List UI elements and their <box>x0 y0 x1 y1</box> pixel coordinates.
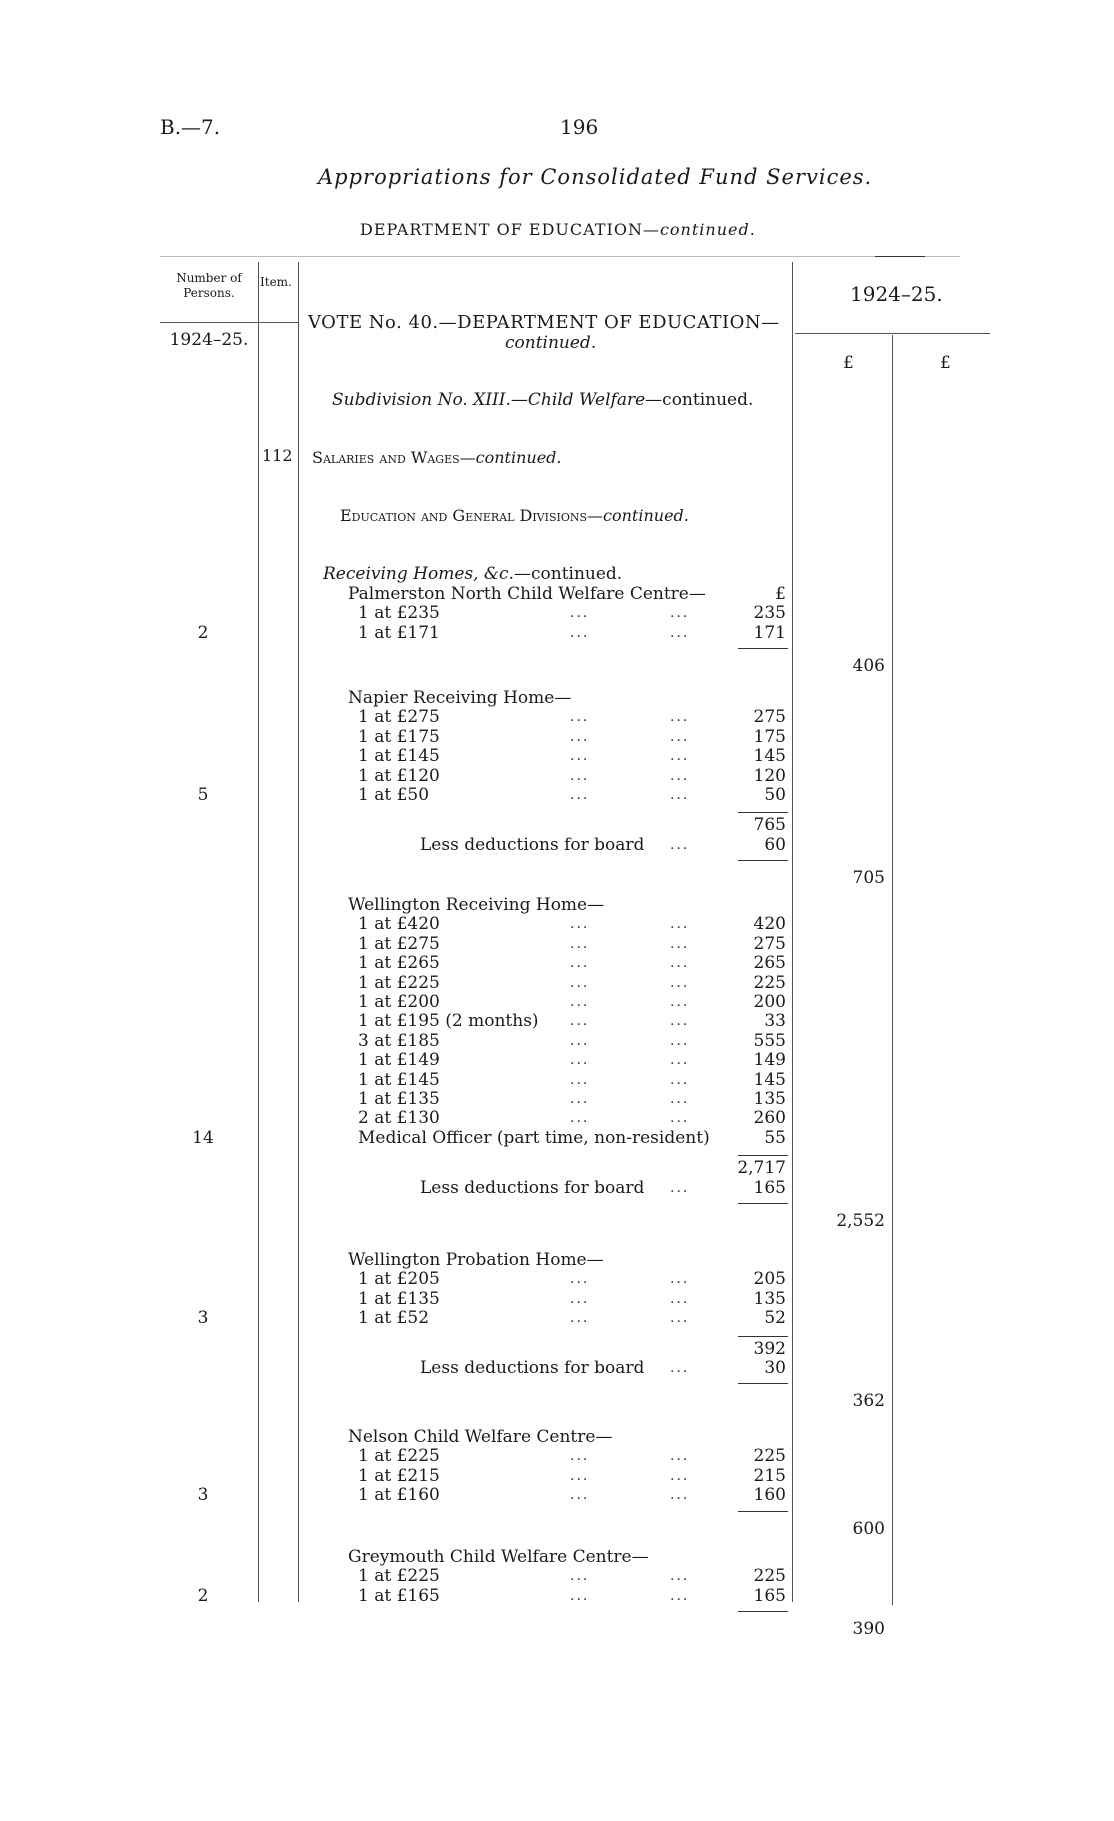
document-reference: B.—7. <box>160 115 221 139</box>
vote-title: VOTE No. 40.—DEPARTMENT OF EDUCATION— <box>308 312 780 333</box>
leader-dots: ... <box>670 728 690 745</box>
section-heading: Greymouth Child Welfare Centre— <box>348 1547 649 1567</box>
year-header-left: 1924–25. <box>169 330 249 350</box>
line-item-label: 1 at £135 <box>358 1288 440 1309</box>
number-of-persons-header: Number of Persons. <box>176 271 242 300</box>
page-number: 196 <box>560 115 599 139</box>
line-item-amount: 275 <box>753 933 786 954</box>
persons-count: 3 <box>197 1485 209 1506</box>
persons-count: 5 <box>197 785 209 805</box>
line-item-amount: 145 <box>753 746 786 767</box>
total-rule <box>738 1511 788 1512</box>
line-item-label: 1 at £135 <box>358 1089 440 1109</box>
line-item-label: 1 at £120 <box>358 765 440 786</box>
line-item-label: 1 at £200 <box>358 992 440 1012</box>
line-item-amount: 175 <box>753 726 786 747</box>
leader-dots: ... <box>570 1032 590 1049</box>
leader-dots: ... <box>570 748 590 765</box>
leader-dots: ... <box>670 994 690 1010</box>
line-item-amount: 555 <box>753 1030 786 1051</box>
leader-dots: ... <box>570 1290 590 1307</box>
leader-dots: ... <box>570 624 590 641</box>
line-item-label: 1 at £225 <box>358 1446 440 1467</box>
leader-dots: ... <box>670 709 690 726</box>
line-item-label: 1 at £225 <box>358 972 440 993</box>
line-item-amount: 149 <box>753 1050 786 1071</box>
line-item-amount: 120 <box>753 765 786 786</box>
year-header-right: 1924–25. <box>850 282 943 306</box>
line-item-label: 1 at £235 <box>358 603 440 624</box>
persons-count: 14 <box>192 1127 214 1148</box>
line-item-amount: 50 <box>764 785 786 805</box>
line-item-amount: 265 <box>753 953 786 974</box>
line-item-label: 1 at £149 <box>358 1050 440 1071</box>
leader-dots: ... <box>670 974 690 991</box>
less-deductions-label: Less deductions for board <box>420 1358 645 1378</box>
leader-dots: ... <box>570 1110 590 1127</box>
leader-dots: ... <box>570 994 590 1010</box>
leader-dots: ... <box>570 605 590 622</box>
leader-dots: ... <box>670 1091 690 1107</box>
less-deductions-amount: 165 <box>753 1177 786 1198</box>
item-number: 112 <box>262 446 293 465</box>
line-item-amount: 205 <box>753 1269 786 1290</box>
leader-dots: ... <box>670 787 690 803</box>
line-item-label: 1 at £275 <box>358 707 440 728</box>
line-item-label: 1 at £145 <box>358 746 440 767</box>
line-item-label: 1 at £50 <box>358 785 430 805</box>
header-rule <box>160 256 960 257</box>
leader-dots: ... <box>670 1110 690 1127</box>
less-deductions-label: Less deductions for board <box>420 1177 645 1198</box>
line-item-label: 1 at £160 <box>358 1485 440 1506</box>
section-heading: Nelson Child Welfare Centre— <box>348 1427 613 1447</box>
leader-dots: ... <box>570 955 590 972</box>
leader-dots: ... <box>570 709 590 726</box>
subtotal-amount: 392 <box>753 1338 786 1359</box>
item-header: Item. <box>260 275 292 289</box>
section-heading: Palmerston North Child Welfare Centre— <box>348 584 706 604</box>
line-item-label: 1 at £195 (2 months) <box>358 1011 539 1032</box>
total-rule <box>738 648 788 649</box>
leader-dots: ... <box>670 1271 690 1288</box>
line-item-label: 2 at £130 <box>358 1108 440 1129</box>
leader-dots: ... <box>670 1310 690 1327</box>
line-item-label: 1 at £52 <box>358 1308 430 1329</box>
line-item-label: 1 at £420 <box>358 914 440 935</box>
line-item-amount: 260 <box>753 1108 786 1129</box>
section-total: 362 <box>852 1391 885 1412</box>
leader-dots: ... <box>570 1271 590 1288</box>
leader-dots: ... <box>670 1013 690 1030</box>
subdivision-heading <box>332 390 753 410</box>
less-deductions-label: Less deductions for board <box>420 834 645 855</box>
section-heading: Napier Receiving Home— <box>348 688 572 708</box>
leader-dots: ... <box>670 1071 690 1088</box>
line-item-amount: 135 <box>753 1089 786 1109</box>
line-item-label: 1 at £171 <box>358 622 440 643</box>
leader-dots: ... <box>670 1290 690 1307</box>
leader-dots: ... <box>570 1071 590 1088</box>
section-total: 390 <box>852 1619 885 1640</box>
total-rule <box>738 860 788 861</box>
line-item-amount: 225 <box>753 972 786 993</box>
page-title: Appropriations for Consolidated Fund Services. <box>318 165 873 189</box>
subtotal-rule <box>738 812 788 813</box>
leader-dots: ... <box>570 1091 590 1107</box>
leader-dots: ... <box>570 787 590 803</box>
col-header-rule-left <box>160 322 298 323</box>
subtotal-rule <box>738 1155 788 1156</box>
pound-sign: £ <box>775 584 786 604</box>
leader-dots: ... <box>670 1568 690 1585</box>
leader-dots: ... <box>670 1360 690 1376</box>
line-item-amount: 225 <box>753 1566 786 1587</box>
line-item-label: 1 at £265 <box>358 953 440 974</box>
section-total: 406 <box>852 656 885 677</box>
divisions-label: Education and General Divisions <box>340 506 588 525</box>
section-total: 705 <box>852 868 885 889</box>
pound-header-2: £ <box>940 353 951 373</box>
subdivision-title: Subdivision No. XIII.—Child Welfare <box>332 390 646 410</box>
line-item-amount: 145 <box>753 1069 786 1090</box>
total-rule <box>738 1383 788 1384</box>
line-item-amount: 160 <box>753 1485 786 1506</box>
leader-dots: ... <box>570 916 590 933</box>
leader-dots: ... <box>570 1487 590 1504</box>
salaries-heading <box>312 448 562 467</box>
subtotal-rule <box>738 1336 788 1337</box>
leader-dots: ... <box>570 935 590 952</box>
leader-dots: ... <box>670 836 690 853</box>
department-continued: continued. <box>659 220 756 239</box>
leader-dots: ... <box>570 1310 590 1327</box>
section-heading: Wellington Probation Home— <box>348 1250 604 1270</box>
subtotal-amount: 765 <box>753 815 786 836</box>
line-item-label: 1 at £215 <box>358 1465 440 1486</box>
department-heading <box>360 220 756 239</box>
line-item-amount: 171 <box>753 622 786 643</box>
line-item-label: 1 at £205 <box>358 1269 440 1290</box>
line-item-amount: 33 <box>764 1011 786 1032</box>
subtotal-amount: 2,717 <box>737 1158 786 1179</box>
line-item-amount: 200 <box>753 992 786 1012</box>
leader-dots: ... <box>570 1587 590 1604</box>
leader-dots: ... <box>670 1487 690 1504</box>
leader-dots: ... <box>670 1587 690 1604</box>
leader-dots: ... <box>570 1013 590 1030</box>
line-item-label: 1 at £275 <box>358 933 440 954</box>
line-item-label: 1 at £175 <box>358 726 440 747</box>
leader-dots: ... <box>570 728 590 745</box>
leader-dots: ... <box>570 1448 590 1465</box>
leader-dots: ... <box>670 1032 690 1049</box>
col-rule-subtotal <box>892 335 893 1605</box>
col-top-rule-right <box>875 256 925 257</box>
medical-officer-label: Medical Officer (part time, non-resident) <box>358 1127 710 1148</box>
section-heading: Wellington Receiving Home— <box>348 895 605 915</box>
line-item-amount: 235 <box>753 603 786 624</box>
section-total: 2,552 <box>836 1211 885 1231</box>
receiving-continued: —continued. <box>513 564 623 584</box>
line-item-amount: 275 <box>753 707 786 728</box>
leader-dots: ... <box>570 1467 590 1484</box>
col-header-rule-right <box>795 333 990 334</box>
leader-dots: ... <box>670 1467 690 1484</box>
persons-count: 3 <box>197 1308 209 1329</box>
line-item-amount: 215 <box>753 1465 786 1486</box>
line-item-amount: 52 <box>764 1308 786 1329</box>
vote-continued: continued. <box>505 333 597 353</box>
leader-dots: ... <box>570 1052 590 1069</box>
leader-dots: ... <box>670 1179 690 1196</box>
persons-count: 2 <box>197 1585 209 1606</box>
department-name: DEPARTMENT OF EDUCATION— <box>360 220 660 239</box>
leader-dots: ... <box>670 624 690 641</box>
line-item-label: 1 at £225 <box>358 1566 440 1587</box>
line-item-amount: 420 <box>753 914 786 935</box>
total-rule <box>738 1611 788 1612</box>
line-item-label: 1 at £165 <box>358 1585 440 1606</box>
less-deductions-amount: 30 <box>764 1358 786 1378</box>
subdivision-continued: —continued. <box>645 390 754 410</box>
col-rule-amount <box>792 262 793 1602</box>
leader-dots: ... <box>670 955 690 972</box>
salaries-label: Salaries and Wages <box>312 448 460 467</box>
leader-dots: ... <box>670 935 690 952</box>
leader-dots: ... <box>670 767 690 784</box>
leader-dots: ... <box>670 1448 690 1465</box>
receiving-label: Receiving Homes, &c. <box>323 564 514 584</box>
line-item-label: 1 at £145 <box>358 1069 440 1090</box>
leader-dots: ... <box>570 1568 590 1585</box>
divisions-continued: —continued. <box>587 506 689 525</box>
line-item-amount: 135 <box>753 1288 786 1309</box>
leader-dots: ... <box>670 605 690 622</box>
section-total: 600 <box>852 1518 885 1539</box>
receiving-heading <box>323 564 622 584</box>
medical-officer-amount: 55 <box>764 1127 786 1148</box>
leader-dots: ... <box>670 1052 690 1069</box>
leader-dots: ... <box>670 916 690 933</box>
line-item-label: 3 at £185 <box>358 1030 440 1051</box>
col-rule-item <box>298 262 299 1602</box>
line-item-amount: 225 <box>753 1446 786 1467</box>
leader-dots: ... <box>570 767 590 784</box>
persons-count: 2 <box>197 622 209 643</box>
total-rule <box>738 1203 788 1204</box>
leader-dots: ... <box>670 748 690 765</box>
salaries-continued: —continued. <box>459 448 562 467</box>
col-rule-persons <box>258 262 259 1602</box>
line-item-amount: 165 <box>753 1585 786 1606</box>
pound-header-1: £ <box>843 353 854 373</box>
less-deductions-amount: 60 <box>764 834 786 855</box>
leader-dots: ... <box>570 974 590 991</box>
divisions-heading <box>340 506 689 525</box>
